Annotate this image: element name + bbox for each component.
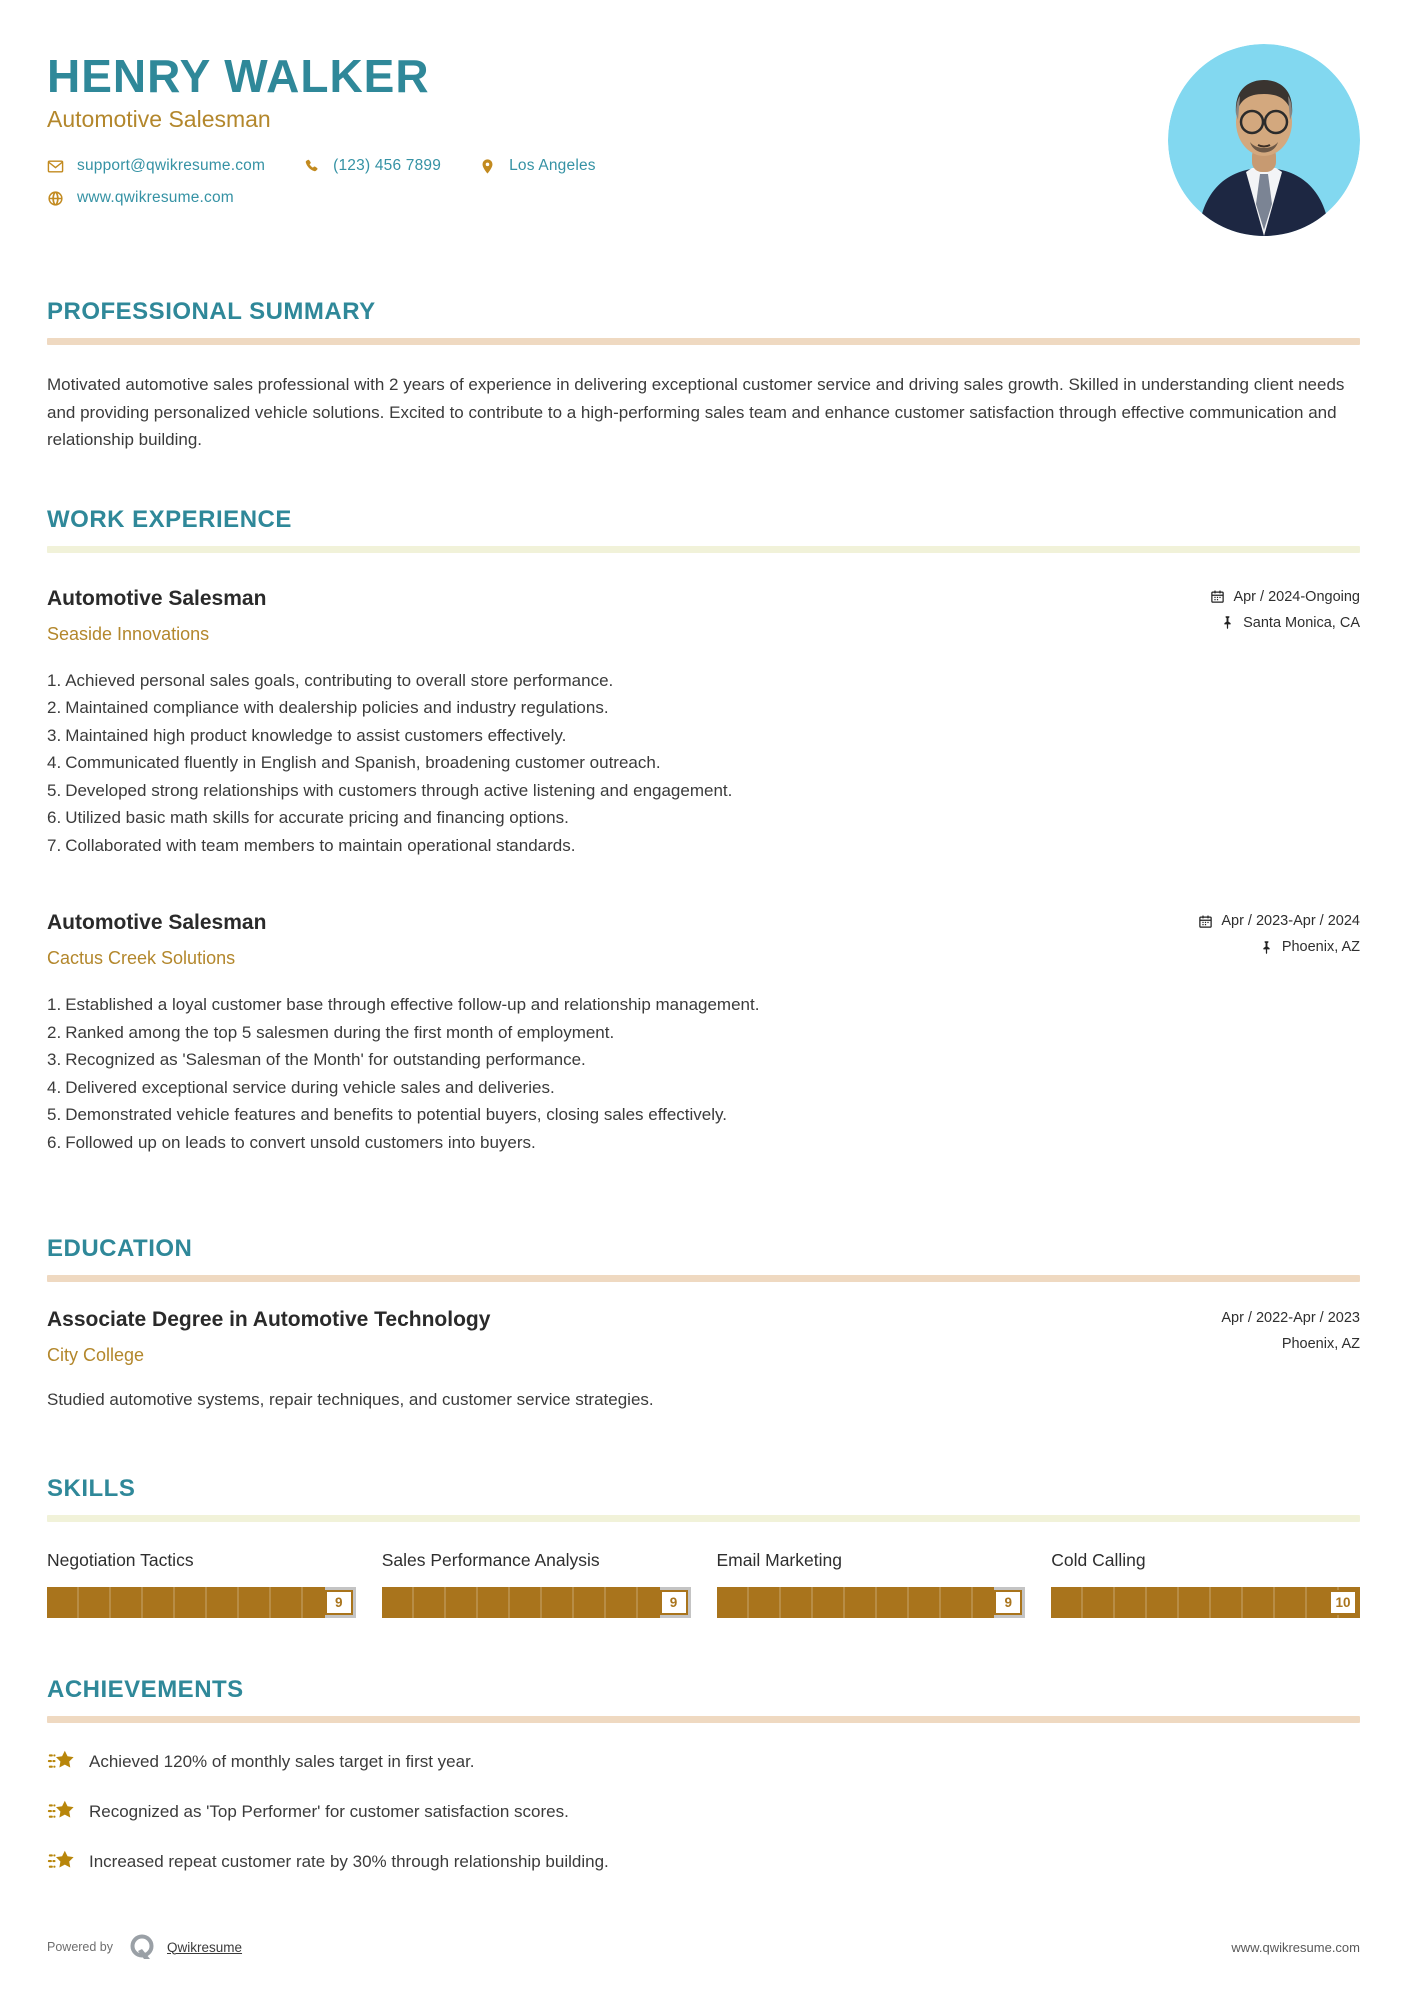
pushpin-icon [1259, 940, 1274, 955]
section-heading: ACHIEVEMENTS [47, 1675, 244, 1703]
job-bullet: 2. Maintained compliance with dealership policies and industry regulations. [47, 698, 609, 718]
star-burst-icon [47, 1747, 77, 1777]
job-bullet: 5. Developed strong relationships with customers through active listening and engagement. [47, 780, 733, 800]
section-divider [47, 1716, 1360, 1723]
section-work-experience [47, 506, 1360, 1157]
job-bullet: 1. Established a loyal customer base through effective follow-up and relationship management. [47, 995, 760, 1015]
resume-header [47, 44, 1360, 236]
school-name: City College [47, 1344, 145, 1365]
header-identity [47, 44, 634, 207]
achievement-text: Increased repeat customer rate by 30% through relationship building. [89, 1851, 609, 1871]
calendar-icon [1198, 914, 1213, 929]
job-bullet: 7. Collaborated with team members to maintain operational standards. [47, 835, 576, 855]
section-professional-summary [47, 298, 1360, 454]
location-pin-icon [479, 158, 496, 175]
qwikresume-logo-icon [127, 1932, 157, 1962]
job-bullet: 2. Ranked among the top 5 salesmen during the first month of employment. [47, 1022, 615, 1042]
job-entry [47, 587, 1360, 860]
job-list [47, 587, 1360, 1157]
job-bullets [47, 991, 1360, 1156]
skill-bar [47, 1587, 356, 1618]
section-divider [47, 546, 1360, 553]
skill-item [717, 1550, 1026, 1618]
summary-text: Motivated automotive sales professional with 2 years of experience in delivering exceptional customer service and driving sales growth. Skilled in understanding client needs and providing personalized vehicle solutions. Excited to contribute to a high-performing sales team and enhance customer satisfaction through effective communication and relationship building. [47, 375, 1345, 450]
section-heading: WORK EXPERIENCE [47, 505, 292, 533]
section-divider [47, 1515, 1360, 1522]
education-location: Phoenix, AZ [1281, 1335, 1360, 1352]
star-burst-icon [47, 1847, 77, 1877]
job-location: Phoenix, AZ [1281, 939, 1360, 956]
company-name: Cactus Creek Solutions [47, 948, 236, 969]
skill-name: Cold Calling [1051, 1549, 1146, 1570]
section-achievements [47, 1676, 1360, 1877]
job-bullet: 6. Followed up on leads to convert unsold customers into buyers. [47, 1132, 536, 1152]
contact-info [47, 157, 634, 207]
achievement-list [47, 1747, 1360, 1877]
person-name: HENRY WALKER [47, 50, 430, 102]
achievement-text: Recognized as 'Top Performer' for customer satisfaction scores. [89, 1801, 569, 1821]
job-location: Santa Monica, CA [1243, 614, 1360, 631]
job-bullet: 5. Demonstrated vehicle features and benefits to potential buyers, closing sales effectively. [47, 1105, 727, 1125]
skill-name: Sales Performance Analysis [381, 1549, 600, 1570]
education-dates: Apr / 2022-Apr / 2023 [1221, 1309, 1360, 1326]
achievement-item [47, 1847, 1360, 1877]
skill-item [1051, 1550, 1360, 1618]
phone-icon [303, 158, 320, 175]
job-bullets [47, 667, 1360, 860]
contact-item[interactable] [47, 157, 265, 175]
job-title: Automotive Salesman [47, 586, 267, 610]
section-education [47, 1235, 1360, 1413]
contact-text: (123) 456 7899 [333, 157, 442, 175]
job-bullet: 1. Achieved personal sales goals, contributing to overall store performance. [47, 670, 614, 690]
skills-grid [47, 1550, 1360, 1618]
achievement-item [47, 1747, 1360, 1777]
powered-by-label: Powered by [47, 1940, 114, 1954]
avatar-illustration [1168, 44, 1360, 236]
job-bullet: 6. Utilized basic math skills for accurate pricing and financing options. [47, 808, 569, 828]
job-dates: Apr / 2024-Ongoing [1233, 588, 1360, 605]
education-meta [1198, 1308, 1360, 1362]
section-heading: PROFESSIONAL SUMMARY [47, 298, 376, 325]
job-bullet: 3. Maintained high product knowledge to assist customers effectively. [47, 725, 567, 745]
skill-level-badge: 9 [660, 1590, 688, 1615]
star-burst-icon [47, 1797, 77, 1827]
contact-item[interactable] [479, 157, 596, 175]
skill-bar-fill [382, 1587, 660, 1618]
skill-bar-fill [47, 1587, 325, 1618]
footer-website: www.qwikresume.com [1231, 1939, 1360, 1955]
skill-bar [717, 1587, 1026, 1618]
contact-item[interactable] [47, 189, 234, 207]
section-divider [47, 1275, 1360, 1282]
job-entry [47, 911, 1360, 1156]
skill-level-badge: 9 [994, 1590, 1022, 1615]
job-meta [1210, 587, 1360, 641]
skill-bar-fill [717, 1587, 995, 1618]
contact-item[interactable] [303, 157, 441, 175]
company-name: Seaside Innovations [47, 623, 210, 644]
envelope-icon [47, 158, 64, 175]
calendar-icon [1210, 589, 1225, 604]
skill-name: Negotiation Tactics [47, 1549, 194, 1570]
contact-text: Los Angeles [509, 157, 596, 175]
skill-bar [1051, 1587, 1360, 1618]
page-footer [47, 1932, 1360, 1962]
education-entry [47, 1308, 1360, 1413]
skill-level-badge: 9 [325, 1590, 353, 1615]
pushpin-icon [1259, 1336, 1274, 1351]
section-heading: EDUCATION [47, 1234, 193, 1262]
contact-text: www.qwikresume.com [77, 189, 234, 207]
section-heading: SKILLS [47, 1474, 136, 1502]
achievement-text: Achieved 120% of monthly sales target in first year. [89, 1751, 475, 1771]
skill-bar-fill [1051, 1587, 1360, 1618]
globe-icon [47, 190, 64, 207]
person-job-title: Automotive Salesman [47, 106, 271, 133]
skill-item [382, 1550, 691, 1618]
skill-bar [382, 1587, 691, 1618]
avatar [1168, 44, 1360, 236]
calendar-icon [1198, 1310, 1213, 1325]
degree-title: Associate Degree in Automotive Technology [47, 1307, 491, 1331]
section-skills [47, 1475, 1360, 1618]
qwikresume-link[interactable]: Qwikresume [167, 1939, 243, 1955]
skill-level-badge: 10 [1329, 1590, 1357, 1615]
education-description: Studied automotive systems, repair techniques, and customer service strategies. [47, 1389, 654, 1409]
job-bullet: 4. Delivered exceptional service during vehicle sales and deliveries. [47, 1077, 555, 1097]
skill-name: Email Marketing [716, 1549, 842, 1570]
job-title: Automotive Salesman [47, 911, 267, 935]
job-bullet: 4. Communicated fluently in English and Spanish, broadening customer outreach. [47, 753, 661, 773]
contact-text: support@qwikresume.com [77, 157, 266, 175]
skill-item [47, 1550, 356, 1618]
pushpin-icon [1220, 615, 1235, 630]
job-dates: Apr / 2023-Apr / 2024 [1221, 913, 1360, 930]
job-meta [1198, 911, 1360, 965]
section-divider [47, 338, 1360, 345]
job-bullet: 3. Recognized as 'Salesman of the Month' for outstanding performance. [47, 1050, 586, 1070]
achievement-item [47, 1797, 1360, 1827]
